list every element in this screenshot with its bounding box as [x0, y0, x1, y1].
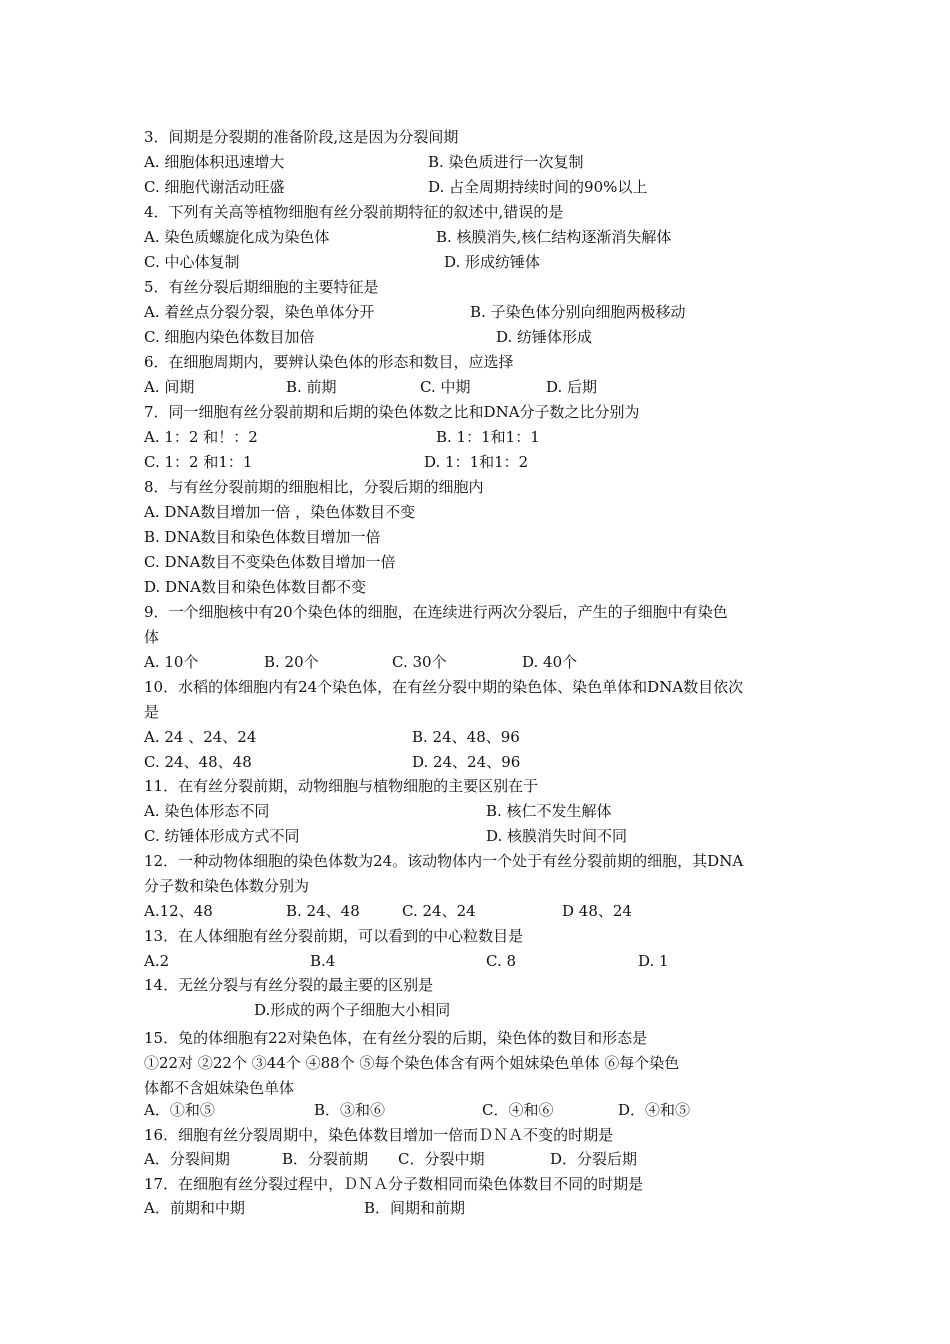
question-12-option-d: D 48、24	[562, 902, 632, 920]
question-9-option-a: A. 10个	[144, 653, 199, 671]
question-16-option-a: A．分裂间期	[144, 1150, 230, 1168]
question-7-stem: 7．同一细胞有丝分裂前期和后期的染色体数之比和DNA分子数之比分别为	[144, 403, 640, 421]
question-17-option-a: A．前期和中期	[144, 1199, 245, 1217]
question-13-option-a: A.2	[144, 952, 170, 970]
question-6-option-b: B. 前期	[286, 378, 337, 396]
question-5-option-c: C. 细胞内染色体数目加倍	[144, 328, 315, 346]
question-8-option-a: A. DNA数目增加一倍 ，染色体数目不变	[144, 503, 416, 521]
question-15-option-a: A．①和⑤	[144, 1101, 215, 1119]
question-11-option-b: B. 核仁不发生解体	[486, 802, 612, 820]
question-6-option-d: D. 后期	[546, 378, 598, 396]
question-12-stem: 12．一种动物体细胞的染色体数为24。该动物体内一个处于有丝分裂前期的细胞，其DNA	[144, 852, 744, 870]
question-11-option-d: D. 核膜消失时间不同	[486, 827, 628, 845]
question-9-option-b: B. 20个	[264, 653, 319, 671]
question-15-items-continued: 体都不含姐妹染色单体	[144, 1079, 295, 1097]
question-3-stem: 3．间期是分裂期的准备阶段,这是因为分裂间期	[144, 128, 459, 146]
question-11-stem: 11．在有丝分裂前期，动物细胞与植物细胞的主要区别在于	[144, 777, 539, 795]
question-13-option-b: B.4	[310, 952, 336, 970]
question-17-option-b: B．间期和前期	[364, 1199, 466, 1217]
question-10-option-c: C. 24、48、48	[144, 753, 252, 771]
question-17-stem: 17．在细胞有丝分裂过程中，ＤＮＡ分子数相同而染色体数目不同的时期是	[144, 1175, 644, 1193]
question-6-stem: 6．在细胞周期内，要辨认染色体的形态和数目，应选择	[144, 353, 514, 371]
question-7-option-d: D. 1：1和1：2	[424, 453, 529, 471]
question-4-option-b: B. 核膜消失,核仁结构逐渐消失解体	[436, 228, 672, 246]
question-8-option-d: D. DNA数目和染色体数目都不变	[144, 578, 367, 596]
question-8-option-c: C. DNA数目不变染色体数目增加一倍	[144, 553, 396, 571]
question-8-option-b: B. DNA数目和染色体数目增加一倍	[144, 528, 381, 546]
question-5-option-a: A. 着丝点分裂分裂，染色单体分开	[144, 303, 375, 321]
question-4-stem: 4．下列有关高等植物细胞有丝分裂前期特征的叙述中,错误的是	[144, 203, 564, 221]
question-16-option-d: D．分裂后期	[550, 1150, 638, 1168]
question-13-stem: 13．在人体细胞有丝分裂前期，可以看到的中心粒数目是	[144, 927, 524, 945]
question-11-option-c: C. 纺锤体形成方式不同	[144, 827, 300, 845]
question-7-option-a: A. 1：2 和！：2	[144, 428, 258, 446]
question-16-option-b: B．分裂前期	[282, 1150, 369, 1168]
question-3-option-b: B. 染色质进行一次复制	[428, 153, 584, 171]
question-3-option-d: D. 占全周期持续时间的90%以上	[428, 178, 648, 196]
question-7-option-c: C. 1：2 和1：1	[144, 453, 253, 471]
question-7-option-b: B. 1：1和1：1	[436, 428, 540, 446]
question-8-stem: 8．与有丝分裂前期的细胞相比，分裂后期的细胞内	[144, 478, 484, 496]
question-5-option-b: B. 子染色体分别向细胞两极移动	[470, 303, 686, 321]
question-12-option-b: B. 24、48	[286, 902, 360, 920]
question-5-option-d: D. 纺锤体形成	[496, 328, 593, 346]
question-10-stem-continued: 是	[144, 703, 160, 721]
question-3-option-c: C. 细胞代谢活动旺盛	[144, 178, 285, 196]
question-12-option-c: C. 24、24	[402, 902, 476, 920]
question-11-option-a: A. 染色体形态不同	[144, 802, 270, 820]
question-9-stem-continued: 体	[144, 628, 160, 646]
question-13-option-c: C. 8	[486, 952, 517, 970]
question-14-option-d: D.形成的两个子细胞大小相同	[254, 1001, 451, 1019]
question-14-stem: 14．无丝分裂与有丝分裂的最主要的区别是	[144, 976, 434, 994]
question-12-stem-continued: 分子数和染色体数分别为	[144, 877, 310, 895]
question-10-option-d: D. 24、24、96	[412, 753, 521, 771]
question-6-option-c: C. 中期	[420, 378, 471, 396]
question-15-option-c: C．④和⑥	[482, 1101, 554, 1119]
question-10-option-b: B. 24、48、96	[412, 728, 520, 746]
question-4-option-a: A. 染色质螺旋化成为染色体	[144, 228, 330, 246]
question-5-stem: 5．有丝分裂后期细胞的主要特征是	[144, 278, 379, 296]
question-15-option-b: B．③和⑥	[314, 1101, 386, 1119]
question-15-stem: 15．兔的体细胞有22对染色体，在有丝分裂的后期，染色体的数目和形态是	[144, 1029, 648, 1047]
question-10-option-a: A. 24 、24、24	[144, 728, 257, 746]
question-10-stem: 10．水稻的体细胞内有24个染色体，在有丝分裂中期的染色体、染色单体和DNA数目依次	[144, 678, 744, 696]
question-12-option-a: A.12、48	[144, 902, 213, 920]
question-3-option-a: A. 细胞体积迅速增大	[144, 153, 285, 171]
question-13-option-d: D. 1	[638, 952, 669, 970]
question-4-option-c: C. 中心体复制	[144, 253, 240, 271]
question-9-stem: 9．一个细胞核中有20个染色体的细胞，在连续进行两次分裂后，产生的子细胞中有染色	[144, 603, 728, 621]
question-9-option-d: D. 40个	[522, 653, 578, 671]
question-15-option-d: D．④和⑤	[618, 1101, 691, 1119]
question-6-option-a: A. 间期	[144, 378, 195, 396]
question-4-option-d: D. 形成纺锤体	[444, 253, 541, 271]
question-16-option-c: C．分裂中期	[398, 1150, 485, 1168]
question-9-option-c: C. 30个	[392, 653, 447, 671]
question-16-stem: 16．细胞有丝分裂周期中，染色体数目增加一倍而ＤＮＡ不变的时期是	[144, 1126, 614, 1144]
question-15-items: ①22对 ②22个 ③44个 ④88个 ⑤每个染色体含有两个姐妹染色单体 ⑥每个染色	[144, 1054, 680, 1072]
